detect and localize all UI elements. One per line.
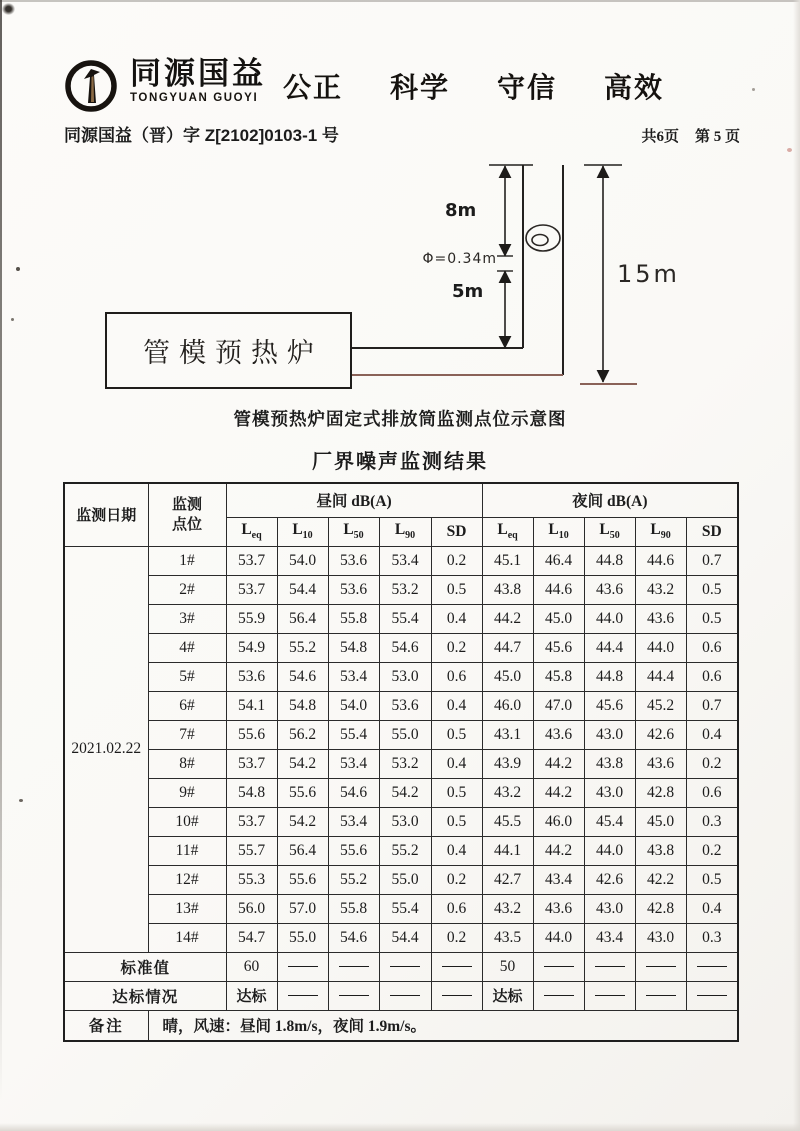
value-cell: 43.4: [584, 923, 635, 952]
value-cell: 44.0: [533, 923, 584, 952]
value-cell: 44.4: [635, 662, 686, 691]
value-cell: 43.8: [635, 836, 686, 865]
point-cell: 9#: [148, 778, 226, 807]
dimension-15m-label: 15m: [617, 260, 680, 288]
value-cell: 47.0: [533, 691, 584, 720]
col-header-leq: $L_{eq}$: [226, 517, 277, 546]
value-cell: 43.8: [584, 749, 635, 778]
value-cell: 45.4: [584, 807, 635, 836]
value-cell: 55.6: [277, 865, 328, 894]
value-cell: 0.2: [431, 633, 482, 662]
value-cell: 54.9: [226, 633, 277, 662]
value-cell: 44.2: [533, 836, 584, 865]
point-cell: 5#: [148, 662, 226, 691]
point-cell: 7#: [148, 720, 226, 749]
value-cell: 0.2: [686, 836, 738, 865]
col-group-nighttime: 夜间 dB(A): [482, 483, 738, 517]
value-cell: 46.0: [533, 807, 584, 836]
col-header-l50: $L_{50}$: [328, 517, 379, 546]
dash-cell: [431, 981, 482, 1010]
document-number: 同源国益（晋）字 Z[2102]0103-1 号: [64, 126, 339, 145]
value-cell: 0.4: [431, 836, 482, 865]
value-cell: 55.8: [328, 894, 379, 923]
value-cell: 53.4: [328, 807, 379, 836]
scan-speck: [16, 267, 20, 271]
scan-corner-mark: [2, 3, 15, 15]
value-cell: 55.4: [379, 894, 431, 923]
value-cell: 53.6: [328, 546, 379, 575]
value-cell: 43.4: [533, 865, 584, 894]
data-row-9#: [64, 778, 738, 807]
furnace-box: 管模预热炉: [105, 312, 352, 389]
value-cell: 53.7: [226, 575, 277, 604]
value-cell: 0.4: [431, 604, 482, 633]
value-cell: 44.0: [584, 836, 635, 865]
value-cell: 43.8: [482, 575, 533, 604]
brand-name-en: TONGYUAN GUOYI: [130, 92, 259, 105]
value-cell: 45.0: [635, 807, 686, 836]
point-cell: 3#: [148, 604, 226, 633]
dash-cell: [533, 981, 584, 1010]
value-cell: 55.6: [226, 720, 277, 749]
value-cell: 0.2: [686, 749, 738, 778]
value-cell: 0.3: [686, 923, 738, 952]
dash-cell: [686, 981, 738, 1010]
standard-label: 标准值: [64, 952, 226, 981]
point-cell: 10#: [148, 807, 226, 836]
dash-cell: [277, 981, 328, 1010]
dash-cell: [635, 981, 686, 1010]
value-cell: 0.5: [431, 807, 482, 836]
page-indicator: [641, 125, 740, 146]
dash-cell: [431, 952, 482, 981]
value-cell: 55.4: [379, 604, 431, 633]
value-cell: 0.4: [686, 720, 738, 749]
dash-cell: [635, 952, 686, 981]
value-cell: 44.1: [482, 836, 533, 865]
value-cell: 43.0: [584, 894, 635, 923]
dash-cell: [584, 981, 635, 1010]
value-cell: 45.1: [482, 546, 533, 575]
data-row-10#: [64, 807, 738, 836]
scan-edge-top: [0, 0, 800, 2]
value-cell: 45.6: [533, 633, 584, 662]
company-logo: [64, 57, 266, 115]
value-cell: 53.7: [226, 749, 277, 778]
value-cell: 43.6: [584, 575, 635, 604]
value-cell: 0.7: [686, 691, 738, 720]
tongyuan-circle-logo-icon: [64, 57, 120, 115]
value-cell: 55.4: [328, 720, 379, 749]
value-cell: 55.2: [379, 836, 431, 865]
value-cell: 55.6: [277, 778, 328, 807]
value-cell: 54.6: [379, 633, 431, 662]
value-cell: 44.6: [635, 546, 686, 575]
dash-cell: [379, 952, 431, 981]
value-cell: 44.8: [584, 662, 635, 691]
remark-label: 备注: [64, 1010, 148, 1041]
value-cell: 53.6: [226, 662, 277, 691]
value-cell: 53.0: [379, 807, 431, 836]
slogan-word: 守信: [497, 73, 558, 104]
value-cell: 44.7: [482, 633, 533, 662]
value-cell: 0.4: [431, 691, 482, 720]
value-cell: 45.2: [635, 691, 686, 720]
value-cell: 42.7: [482, 865, 533, 894]
value-cell: 54.8: [277, 691, 328, 720]
col-header-l90: $L_{90}$: [379, 517, 431, 546]
value-cell: 达标: [226, 981, 277, 1010]
slogan-word: 高效: [604, 73, 665, 104]
data-row-7#: [64, 720, 738, 749]
diagram-caption: 管模预热炉固定式排放筒监测点位示意图: [233, 409, 567, 429]
header-row-groups: [64, 483, 738, 517]
value-cell: 43.6: [533, 720, 584, 749]
value-cell: 43.6: [635, 749, 686, 778]
value-cell: 53.2: [379, 575, 431, 604]
value-cell: 56.0: [226, 894, 277, 923]
point-cell: 1#: [148, 546, 226, 575]
monitor-date-cell: 2021.02.22: [64, 546, 148, 952]
data-row-13#: [64, 894, 738, 923]
value-cell: 55.0: [379, 865, 431, 894]
value-cell: 54.8: [328, 633, 379, 662]
company-slogan: [283, 66, 664, 106]
stack-monitoring-diagram: [90, 150, 750, 410]
point-cell: 2#: [148, 575, 226, 604]
col-header-leq: $L_{eq}$: [482, 517, 533, 546]
value-cell: 44.0: [584, 604, 635, 633]
scan-edge-left: [0, 0, 2, 1100]
value-cell: 55.3: [226, 865, 277, 894]
dash-cell: [379, 981, 431, 1010]
value-cell: 55.8: [328, 604, 379, 633]
point-cell: 8#: [148, 749, 226, 778]
value-cell: 54.2: [379, 778, 431, 807]
scan-speck: [11, 318, 14, 321]
value-cell: 54.4: [379, 923, 431, 952]
remark-text: 晴，风速：昼间 1.8m/s，夜间 1.9m/s。: [148, 1010, 738, 1041]
value-cell: 0.5: [686, 865, 738, 894]
value-cell: 43.0: [584, 720, 635, 749]
brand-name-cn: 同源国益: [130, 56, 266, 91]
dimension-5m-label: 5m: [452, 281, 484, 302]
value-cell: 54.7: [226, 923, 277, 952]
value-cell: 45.0: [482, 662, 533, 691]
dimension-8m-label: 8m: [445, 200, 477, 221]
value-cell: 0.5: [686, 575, 738, 604]
value-cell: 55.0: [379, 720, 431, 749]
value-cell: 56.2: [277, 720, 328, 749]
value-cell: 0.6: [431, 894, 482, 923]
data-row-4#: [64, 633, 738, 662]
value-cell: 43.2: [482, 778, 533, 807]
value-cell: 44.2: [482, 604, 533, 633]
col-header-sd: SD: [431, 517, 482, 546]
col-header-point: 监测点位: [148, 483, 226, 546]
value-cell: 43.0: [635, 923, 686, 952]
value-cell: 44.8: [584, 546, 635, 575]
page-total: 共6页: [641, 129, 679, 145]
data-row-3#: [64, 604, 738, 633]
value-cell: 42.2: [635, 865, 686, 894]
value-cell: 44.2: [533, 778, 584, 807]
value-cell: 0.7: [686, 546, 738, 575]
value-cell: 44.0: [635, 633, 686, 662]
dash-cell: [328, 981, 379, 1010]
data-row-1#: [64, 546, 738, 575]
value-cell: 53.4: [328, 662, 379, 691]
col-header-l10: $L_{10}$: [277, 517, 328, 546]
value-cell: 56.4: [277, 604, 328, 633]
value-cell: 53.7: [226, 546, 277, 575]
value-cell: 55.7: [226, 836, 277, 865]
slogan-word: 科学: [390, 73, 451, 104]
value-cell: 45.6: [584, 691, 635, 720]
dash-cell: [533, 952, 584, 981]
data-row-2#: [64, 575, 738, 604]
data-row-11#: [64, 836, 738, 865]
value-cell: 53.4: [328, 749, 379, 778]
value-cell: 54.2: [277, 749, 328, 778]
value-cell: 53.6: [328, 575, 379, 604]
value-cell: 0.5: [431, 575, 482, 604]
scan-speck: [752, 88, 755, 91]
value-cell: 54.4: [277, 575, 328, 604]
value-cell: 0.4: [686, 894, 738, 923]
value-cell: 42.6: [635, 720, 686, 749]
value-cell: 53.0: [379, 662, 431, 691]
col-header-l10: $L_{10}$: [533, 517, 584, 546]
value-cell: 55.6: [328, 836, 379, 865]
value-cell: 54.6: [328, 923, 379, 952]
value-cell: 57.0: [277, 894, 328, 923]
remark-row: [64, 1010, 738, 1041]
value-cell: 44.6: [533, 575, 584, 604]
value-cell: 45.8: [533, 662, 584, 691]
value-cell: 42.8: [635, 778, 686, 807]
value-cell: 55.2: [277, 633, 328, 662]
value-cell: 50: [482, 952, 533, 981]
value-cell: 54.0: [277, 546, 328, 575]
value-cell: 54.1: [226, 691, 277, 720]
value-cell: 0.2: [431, 865, 482, 894]
value-cell: 44.4: [584, 633, 635, 662]
dash-cell: [584, 952, 635, 981]
col-header-date: 监测日期: [64, 483, 148, 546]
col-group-daytime: 昼间 dB(A): [226, 483, 482, 517]
col-header-l50: $L_{50}$: [584, 517, 635, 546]
point-cell: 11#: [148, 836, 226, 865]
col-header-l90: $L_{90}$: [635, 517, 686, 546]
scan-speck: [19, 799, 23, 802]
value-cell: 46.0: [482, 691, 533, 720]
value-cell: 43.1: [482, 720, 533, 749]
value-cell: 0.6: [431, 662, 482, 691]
value-cell: 0.5: [431, 778, 482, 807]
value-cell: 42.6: [584, 865, 635, 894]
value-cell: 54.8: [226, 778, 277, 807]
value-cell: 44.2: [533, 749, 584, 778]
value-cell: 43.9: [482, 749, 533, 778]
data-row-6#: [64, 691, 738, 720]
value-cell: 0.3: [686, 807, 738, 836]
dash-cell: [277, 952, 328, 981]
value-cell: 55.9: [226, 604, 277, 633]
point-cell: 6#: [148, 691, 226, 720]
point-cell: 13#: [148, 894, 226, 923]
point-cell: 4#: [148, 633, 226, 662]
value-cell: 0.5: [431, 720, 482, 749]
scan-edge-right: [793, 0, 800, 1131]
dash-cell: [686, 952, 738, 981]
value-cell: 53.6: [379, 691, 431, 720]
value-cell: 45.5: [482, 807, 533, 836]
value-cell: 54.0: [328, 691, 379, 720]
value-cell: 达标: [482, 981, 533, 1010]
brand-text: [130, 57, 266, 104]
data-row-14#: [64, 923, 738, 952]
value-cell: 55.0: [277, 923, 328, 952]
value-cell: 0.6: [686, 633, 738, 662]
data-row-12#: [64, 865, 738, 894]
value-cell: 43.2: [482, 894, 533, 923]
value-cell: 45.0: [533, 604, 584, 633]
value-cell: 54.6: [328, 778, 379, 807]
value-cell: 46.4: [533, 546, 584, 575]
value-cell: 0.6: [686, 662, 738, 691]
value-cell: 0.5: [686, 604, 738, 633]
value-cell: 43.5: [482, 923, 533, 952]
dash-cell: [328, 952, 379, 981]
value-cell: 53.7: [226, 807, 277, 836]
document-meta-line: [64, 121, 740, 146]
page-current: 第 5 页: [694, 129, 740, 145]
col-header-sd: SD: [686, 517, 738, 546]
compliance-label: 达标情况: [64, 981, 226, 1010]
value-cell: 0.2: [431, 923, 482, 952]
value-cell: 43.0: [584, 778, 635, 807]
data-row-5#: [64, 662, 738, 691]
noise-results-table: [63, 482, 739, 1042]
value-cell: 54.2: [277, 807, 328, 836]
scan-edge-bottom: [0, 1123, 800, 1131]
value-cell: 60: [226, 952, 277, 981]
value-cell: 43.6: [635, 604, 686, 633]
point-cell: 14#: [148, 923, 226, 952]
value-cell: 53.4: [379, 546, 431, 575]
scan-speck: [787, 148, 792, 152]
value-cell: 0.6: [686, 778, 738, 807]
value-cell: 0.2: [431, 546, 482, 575]
point-cell: 12#: [148, 865, 226, 894]
value-cell: 55.2: [328, 865, 379, 894]
value-cell: 43.2: [635, 575, 686, 604]
data-row-8#: [64, 749, 738, 778]
table-title: 厂界噪声监测结果: [312, 451, 488, 473]
dimension-diameter-label: Φ=0.34m: [422, 251, 497, 267]
standard-value-row: [64, 952, 738, 981]
value-cell: 43.6: [533, 894, 584, 923]
slogan-word: 公正: [283, 73, 344, 104]
value-cell: 56.4: [277, 836, 328, 865]
value-cell: 42.8: [635, 894, 686, 923]
value-cell: 0.4: [431, 749, 482, 778]
compliance-row: [64, 981, 738, 1010]
value-cell: 54.6: [277, 662, 328, 691]
value-cell: 53.2: [379, 749, 431, 778]
